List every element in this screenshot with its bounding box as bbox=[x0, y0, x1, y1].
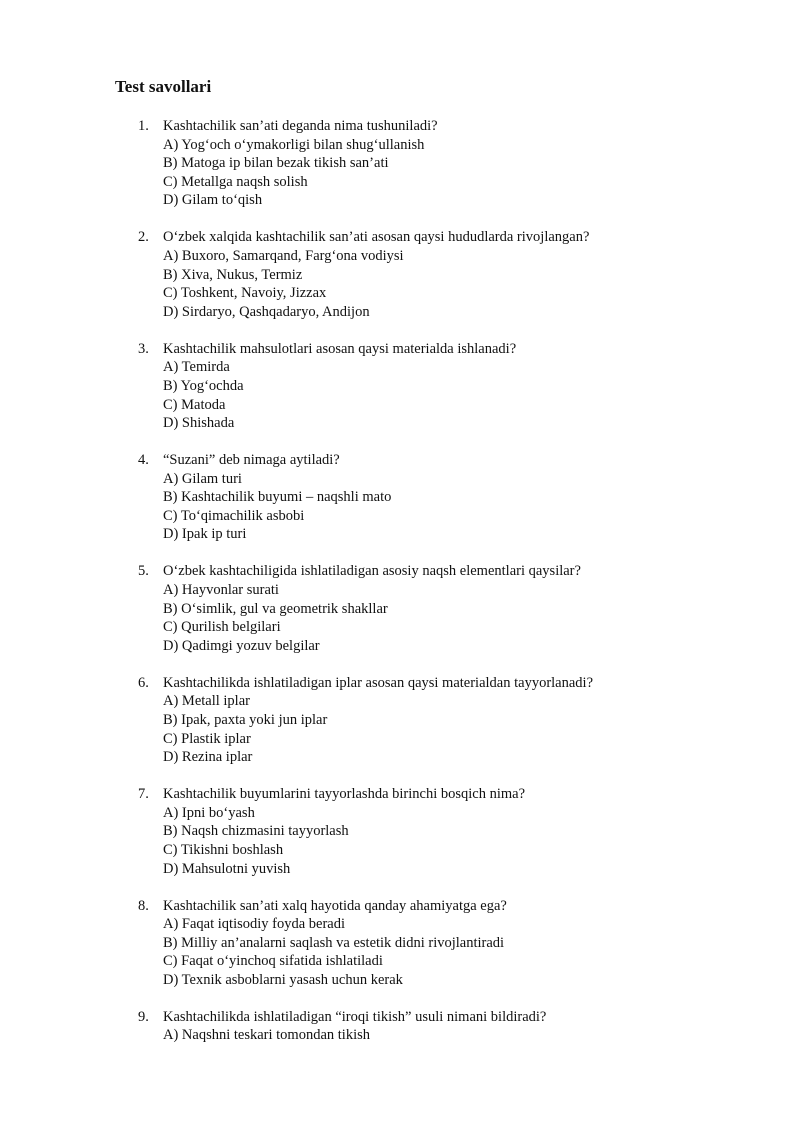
answer-option: B) Matoga ip bilan bezak tikish san’ati bbox=[163, 155, 389, 172]
question-item bbox=[138, 1008, 778, 1045]
question-number: 2. bbox=[138, 229, 149, 246]
answer-options bbox=[138, 136, 778, 210]
question-text: Kashtachilik san’ati deganda nima tushuniladi? bbox=[163, 118, 438, 134]
answer-option: A) Hayvonlar surati bbox=[163, 582, 279, 599]
answer-option: A) Metall iplar bbox=[163, 693, 250, 710]
answer-option: C) Faqat o‘yinchoq sifatida ishlatiladi bbox=[163, 953, 383, 970]
question-list bbox=[138, 117, 778, 1045]
answer-option: A) Buxoro, Samarqand, Farg‘ona vodiysi bbox=[163, 247, 404, 264]
answer-option: A) Gilam turi bbox=[163, 470, 242, 487]
answer-option: C) Matoda bbox=[163, 396, 226, 413]
answer-options bbox=[138, 692, 778, 766]
question-number: 4. bbox=[138, 452, 149, 469]
question-text: Kashtachilik san’ati xalq hayotida qanday ahamiyatga ega? bbox=[163, 897, 507, 914]
answer-options bbox=[138, 915, 778, 989]
answer-options bbox=[138, 581, 778, 655]
answer-option: B) Ipak, paxta yoki jun iplar bbox=[163, 711, 328, 728]
question-item bbox=[138, 897, 778, 990]
question-item bbox=[138, 451, 778, 544]
question-text: Kashtachilikda ishlatiladigan “iroqi tikish” usuli nimani bildiradi? bbox=[163, 1008, 547, 1025]
answer-option: D) Mahsulotni yuvish bbox=[163, 860, 291, 877]
answer-option: D) Qadimgi yozuv belgilar bbox=[163, 637, 320, 654]
answer-option: A) Ipni bo‘yash bbox=[163, 804, 255, 821]
answer-option: B) Yog‘ochda bbox=[163, 377, 244, 394]
answer-option: D) Shishada bbox=[163, 415, 235, 432]
answer-option: B) O‘simlik, gul va geometrik shakllar bbox=[163, 600, 388, 617]
answer-options bbox=[138, 1026, 778, 1045]
question-text: “Suzani” deb nimaga aytiladi? bbox=[163, 452, 340, 469]
answer-option: B) Milliy an’analarni saqlash va estetik didni rivojlantiradi bbox=[163, 934, 505, 951]
answer-options bbox=[138, 358, 778, 432]
question-number: 6. bbox=[138, 674, 149, 691]
question-number: 1. bbox=[138, 118, 149, 134]
question-item bbox=[138, 228, 778, 321]
answer-option: D) Texnik asboblarni yasash uchun kerak bbox=[163, 971, 403, 988]
question-text: Kashtachilikda ishlatiladigan iplar asosan qaysi materialdan tayyorlanadi? bbox=[163, 674, 594, 691]
answer-option: C) Plastik iplar bbox=[163, 730, 251, 747]
question-text: Kashtachilik mahsulotlari asosan qaysi materialda ishlanadi? bbox=[163, 340, 517, 357]
answer-option: A) Yog‘och o‘ymakorligi bilan shug‘ullanish bbox=[163, 136, 425, 153]
answer-option: A) Naqshni teskari tomondan tikish bbox=[163, 1027, 371, 1044]
answer-option: C) Metallga naqsh solish bbox=[163, 173, 308, 190]
question-text: Kashtachilik buyumlarini tayyorlashda birinchi bosqich nima? bbox=[163, 786, 526, 803]
answer-option: C) Toshkent, Navoiy, Jizzax bbox=[163, 285, 327, 302]
answer-option: D) Rezina iplar bbox=[163, 749, 253, 766]
question-item bbox=[138, 117, 778, 210]
answer-options bbox=[138, 470, 778, 544]
answer-option: C) To‘qimachilik asbobi bbox=[163, 507, 305, 524]
question-item bbox=[138, 785, 778, 878]
answer-option: B) Kashtachilik buyumi – naqshli mato bbox=[163, 489, 392, 506]
question-number: 8. bbox=[138, 897, 149, 914]
answer-options bbox=[138, 247, 778, 321]
question-number: 7. bbox=[138, 786, 149, 803]
question-number: 9. bbox=[138, 1008, 149, 1025]
answer-options bbox=[138, 804, 778, 878]
answer-option: C) Tikishni boshlash bbox=[163, 841, 284, 858]
answer-option: D) Sirdaryo, Qashqadaryo, Andijon bbox=[163, 303, 370, 320]
answer-option: A) Faqat iqtisodiy foyda beradi bbox=[163, 916, 346, 933]
question-item bbox=[138, 340, 778, 433]
answer-option: A) Temirda bbox=[163, 359, 230, 376]
question-item bbox=[138, 674, 778, 767]
question-text: O‘zbek xalqida kashtachilik san’ati asosan qaysi hududlarda rivojlangan? bbox=[163, 229, 590, 246]
question-text: O‘zbek kashtachiligida ishlatiladigan asosiy naqsh elementlari qaysilar? bbox=[163, 563, 581, 580]
question-number: 3. bbox=[138, 340, 149, 357]
answer-option: D) Gilam to‘qish bbox=[163, 192, 263, 209]
answer-option: B) Naqsh chizmasini tayyorlash bbox=[163, 823, 349, 840]
answer-option: B) Xiva, Nukus, Termiz bbox=[163, 266, 303, 283]
page-title: Test savollari bbox=[115, 77, 212, 96]
answer-option: C) Qurilish belgilari bbox=[163, 619, 281, 636]
answer-option: D) Ipak ip turi bbox=[163, 526, 247, 543]
question-item bbox=[138, 562, 778, 655]
question-number: 5. bbox=[138, 563, 149, 580]
